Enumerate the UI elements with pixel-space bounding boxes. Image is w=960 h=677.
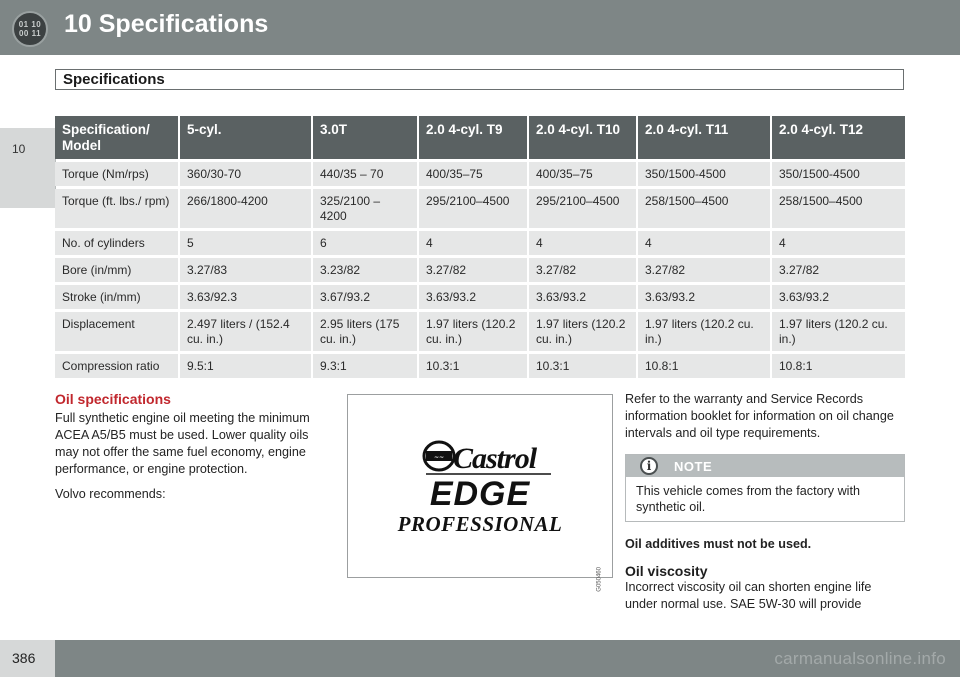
oil-viscosity-heading: Oil viscosity <box>625 563 708 579</box>
table-header-row <box>55 116 905 159</box>
table-cell: 3.63/93.2 <box>638 285 772 309</box>
chapter-header <box>0 0 960 55</box>
castrol-wordmark: Castrol <box>453 442 537 475</box>
note-box <box>625 454 905 522</box>
edge-wordmark: EDGE <box>429 475 531 513</box>
table-cell: 6 <box>313 231 419 255</box>
column-header: 2.0 4-cyl. T10 <box>529 116 638 159</box>
table-cell: 9.3:1 <box>313 354 419 378</box>
oil-specifications-heading: Oil specifications <box>55 391 171 407</box>
table-cell: 3.27/82 <box>638 258 772 282</box>
chapter-side-tab[interactable] <box>0 128 56 208</box>
volvo-recommends-text: Volvo recommends: <box>55 487 166 501</box>
column-header: Specification/ Model <box>55 116 180 159</box>
info-icon: i <box>640 457 658 475</box>
section-title: Specifications <box>63 71 165 88</box>
table-cell: 1.97 liters (120.2 cu. in.) <box>638 312 772 351</box>
specifications-table <box>55 113 905 381</box>
table-cell: 3.27/83 <box>180 258 313 282</box>
right-column <box>625 391 905 621</box>
table-cell: 360/30-70 <box>180 162 313 186</box>
table-cell: 1.97 liters (120.2 cu. in.) <box>419 312 529 351</box>
table-cell: 350/1500-4500 <box>772 162 905 186</box>
table-cell: 9.5:1 <box>180 354 313 378</box>
oil-specifications-section <box>55 391 323 511</box>
table-cell: Torque (ft. lbs./ rpm) <box>55 189 180 228</box>
table-cell: 4 <box>529 231 638 255</box>
figure-code: G050460 <box>597 567 603 592</box>
table-cell: Torque (Nm/rps) <box>55 162 180 186</box>
table-row <box>55 354 905 378</box>
table-cell: 266/1800-4200 <box>180 189 313 228</box>
table-cell: 3.27/82 <box>772 258 905 282</box>
table-cell: 10.3:1 <box>529 354 638 378</box>
table-cell: 3.63/93.2 <box>419 285 529 309</box>
table-cell: 295/2100–4500 <box>529 189 638 228</box>
table-cell: 1.97 liters (120.2 cu. in.) <box>529 312 638 351</box>
chapter-badge-line-2: 00 11 <box>18 29 42 38</box>
table-cell: 3.27/82 <box>529 258 638 282</box>
professional-wordmark: PROFESSIONAL <box>397 512 563 536</box>
table-cell: 5 <box>180 231 313 255</box>
table-cell: 10.8:1 <box>638 354 772 378</box>
note-header <box>626 455 904 477</box>
table-cell: 4 <box>638 231 772 255</box>
table-row <box>55 312 905 351</box>
table-cell: 10.8:1 <box>772 354 905 378</box>
table-cell: 3.67/93.2 <box>313 285 419 309</box>
table-cell: 2.497 liters / (152.4 cu. in.) <box>180 312 313 351</box>
table-row <box>55 258 905 282</box>
section-title-bar <box>55 69 904 90</box>
chapter-title: 10 Specifications <box>64 10 269 38</box>
table-cell: 350/1500-4500 <box>638 162 772 186</box>
table-cell: Compression ratio <box>55 354 180 378</box>
table-cell: 400/35–75 <box>419 162 529 186</box>
castrol-edge-professional-logo <box>348 395 612 577</box>
table-cell: 400/35–75 <box>529 162 638 186</box>
page-number: 386 <box>12 650 36 666</box>
svg-text:~~: ~~ <box>433 454 445 461</box>
oil-specifications-paragraph: Full synthetic engine oil meeting the minimum ACEA A5/B5 must be used. Lower quality oils may not offer the same fuel economy, engine performance, or engine protection. <box>55 411 310 476</box>
table-cell: 4 <box>419 231 529 255</box>
table-cell: 295/2100–4500 <box>419 189 529 228</box>
table-cell: 440/35 – 70 <box>313 162 419 186</box>
table-cell: 1.97 liters (120.2 cu. in.) <box>772 312 905 351</box>
table-row <box>55 231 905 255</box>
column-header: 3.0T <box>313 116 419 159</box>
castrol-logo-figure <box>347 394 613 592</box>
column-header: 5-cyl. <box>180 116 313 159</box>
table-cell: 3.27/82 <box>419 258 529 282</box>
table-cell: 325/2100 – 4200 <box>313 189 419 228</box>
note-label: NOTE <box>674 459 713 474</box>
chapter-side-tab-label: 10 <box>12 142 26 156</box>
table-cell: Stroke (in/mm) <box>55 285 180 309</box>
table-cell: 3.63/93.2 <box>529 285 638 309</box>
table-cell: 258/1500–4500 <box>772 189 905 228</box>
table-cell: 3.23/82 <box>313 258 419 282</box>
oil-additives-warning: Oil additives must not be used. <box>625 537 812 551</box>
table-cell: 258/1500–4500 <box>638 189 772 228</box>
column-header: 2.0 4-cyl. T11 <box>638 116 772 159</box>
table-cell: 3.63/92.3 <box>180 285 313 309</box>
note-text: This vehicle comes from the factory with synthetic oil. <box>636 484 860 514</box>
table-cell: 4 <box>772 231 905 255</box>
table-row <box>55 189 905 228</box>
watermark-text: carmanualsonline.info <box>774 649 946 668</box>
table-row <box>55 285 905 309</box>
chapter-badge-icon <box>12 11 48 47</box>
table-row <box>55 162 905 186</box>
footer-page-tab <box>0 640 55 677</box>
table-cell: Bore (in/mm) <box>55 258 180 282</box>
table-cell: Displacement <box>55 312 180 351</box>
table-cell: 10.3:1 <box>419 354 529 378</box>
page-footer <box>0 640 960 677</box>
column-header: 2.0 4-cyl. T12 <box>772 116 905 159</box>
side-strip <box>0 55 55 640</box>
column-header: 2.0 4-cyl. T9 <box>419 116 529 159</box>
chapter-badge-line-1: 01 10 <box>18 20 42 29</box>
table-cell: 3.63/93.2 <box>772 285 905 309</box>
castrol-emblem-icon <box>424 442 454 470</box>
warranty-info-paragraph: Refer to the warranty and Service Records information booklet for information on oil change intervals and oil type requirements. <box>625 392 894 440</box>
table-cell: 2.95 liters (175 cu. in.) <box>313 312 419 351</box>
oil-viscosity-paragraph: Incorrect viscosity oil can shorten engine life under normal use. SAE 5W-30 will provide <box>625 580 872 611</box>
table-cell: No. of cylinders <box>55 231 180 255</box>
